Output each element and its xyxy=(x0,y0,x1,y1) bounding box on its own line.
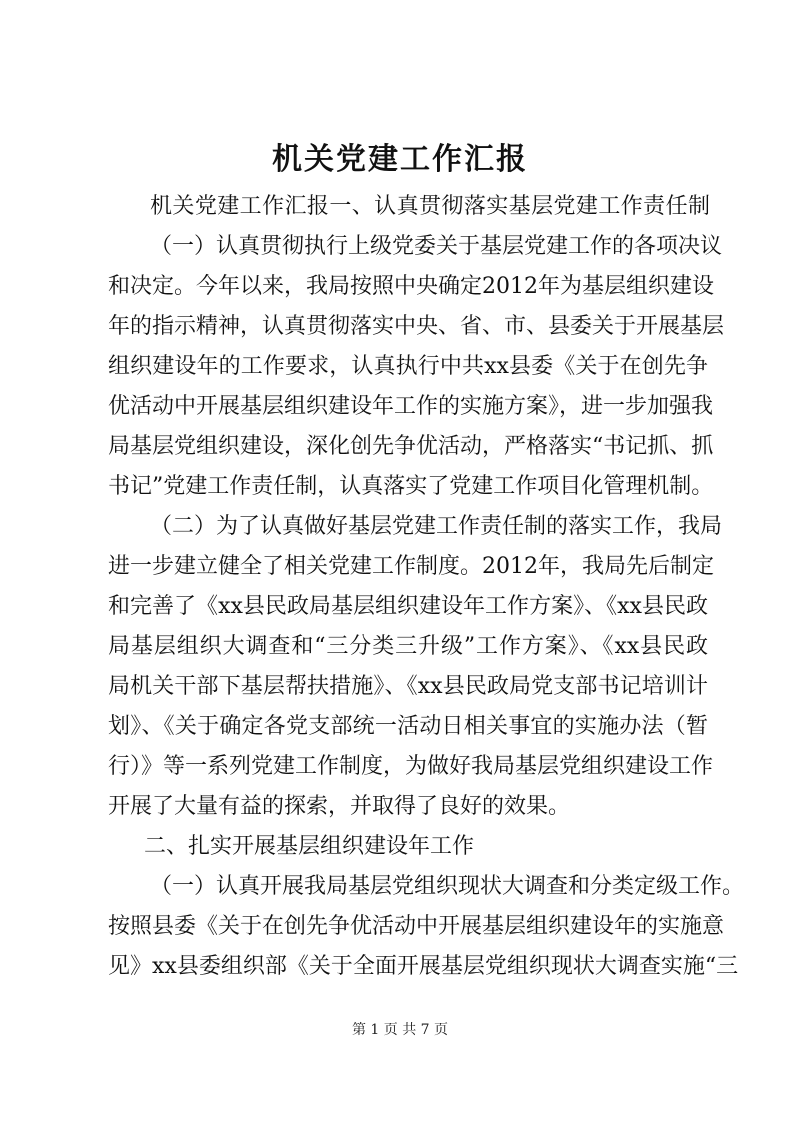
body-line-6: 优活动中开展基层组织建设年工作的实施方案》，进一步加强我 xyxy=(108,394,714,419)
body-line-15: 行）》等一系列党建工作制度，为做好我局基层党组织建设工作 xyxy=(108,754,714,779)
body-line-16: 开展了大量有益的探索，并取得了良好的效果。 xyxy=(108,794,571,819)
body-line-4: 年的指示精神，认真贯彻落实中央、省、市、县委关于开展基层 xyxy=(108,314,725,339)
body-line-2: （一）认真贯彻执行上级党委关于基层党建工作的各项决议 xyxy=(150,234,723,259)
body-line-18: （一）认真开展我局基层党组织现状大调查和分类定级工作。 xyxy=(150,874,745,899)
page-footer: 第 1 页 共 7 页 xyxy=(351,1022,449,1038)
document-title: 机关党建工作汇报 xyxy=(272,142,528,177)
body-line-14: 划》、《关于确定各党支部统一活动日相关事宜的实施办法（暂 xyxy=(108,714,708,739)
body-line-7: 局基层党组织建设，深化创先争优活动，严格落实“书记抓、抓 xyxy=(108,434,714,459)
body-line-3: 和决定。今年以来，我局按照中央确定2012年为基层组织建设 xyxy=(108,274,714,299)
body-line-11: 和完善了《xx县民政局基层组织建设年工作方案》、《xx县民政 xyxy=(108,594,708,619)
body-line-9: （二）为了认真做好基层党建工作责任制的落实工作，我局 xyxy=(150,514,723,539)
body-line-1: 机关党建工作汇报一、认真贯彻落实基层党建工作责任制 xyxy=(150,194,710,219)
body-line-13: 局机关干部下基层帮扶措施》、《xx县民政局党支部书记培训计 xyxy=(108,674,708,699)
section-heading: 二、扎实开展基层组织建设年工作 xyxy=(144,834,475,859)
body-line-20: 见》xx县委组织部《关于全面开展基层党组织现状大调查实施“三 xyxy=(108,954,739,979)
body-line-5: 组织建设年的工作要求，认真执行中共xx县委《关于在创先争 xyxy=(108,354,708,379)
body-line-10: 进一步建立健全了相关党建工作制度。2012年，我局先后制定 xyxy=(108,554,714,579)
body-line-19: 按照县委《关于在创先争优活动中开展基层组织建设年的实施意 xyxy=(108,914,725,939)
body-line-12: 局基层组织大调查和“三分类三升级”工作方案》、《xx县民政 xyxy=(108,634,708,659)
body-line-8: 书记”党建工作责任制，认真落实了党建工作项目化管理机制。 xyxy=(108,474,714,499)
